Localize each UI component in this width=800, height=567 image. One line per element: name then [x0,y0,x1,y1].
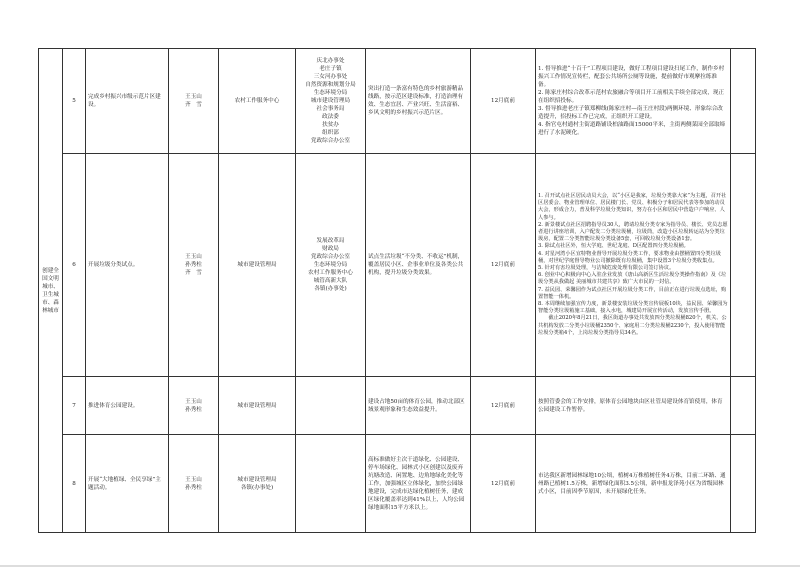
task-cell: 开展“大地植绿、全民享绿”主题活动。 [86,435,169,533]
table-row [39,377,756,435]
row-number: 7 [63,377,86,435]
leaders-cell: 王玉山 齐 雪 [169,49,219,154]
progress-cell: 1. 召开试点社区居民动员大会，以“小区是我家，垃圾分类靠大家”为主题，召开社区居委会、物业管理单位、居民楼门长、党员、积极分子和居民代表等参加的动员大会，形成合力，普及科学垃圾分类知识，努力在小区和居民中营造户户响应、人人参与。 2. 新景楼试点社区招聘指导员30人，聘请垃圾分类专家为指导员、楼长、党员志愿者进行讲座培训，入户配发二分类垃圾桶，垃圾筒，改造小区垃圾转运站为分类垃圾房，配置二分类智能垃圾分类设备5套，可回收垃圾分类设备1套。 3. 除试点社区外，恒大学庭、世纪龙庭、D区配置四分类垃圾桶。 4. 对星河湾小区宜特物业督导开展垃圾分类工作，要求物业由摆桶置四分类垃圾桶，对世纪学庭督导物业公司撤除既有垃圾桶，集中设置3个垃圾分类收集点。 5. 针对有害垃圾处理，与洁城危废处理有限公司签订协议。 6. 创业中心积极向中心入驻企业发放《唐山高新区生活垃圾分类操作指南》及《垃圾分类从我做起 美丽城市共建共享》致广大市民的一封信。 7. 益民园、荣馨园作为试点社区开展垃圾分类工作，目前正在进行垃圾点选址，购置智能一体机。 8. 本周继续加强宣传力度，新景楼安装垃圾分类宣传展板10块，益民园、荣馨园为智能分类垃圾箱施工基础，接入水电，城建局开展宣传活动，发放宣传手册。 截止2020年8月21日，我区街道办事处共发放四分类垃圾桶820个，机关、公共机构发放二分类小垃圾桶2350个、家庭用二分类垃圾桶2230个，投入使用智能垃圾分类箱4个，上岗垃圾分类指导员34名。 [536,154,731,377]
remarks-cell [731,154,756,377]
responsible-units-cell: 庆北办事处 老庄子镇 三女河办事处 自然资源和规划分局 生态环境分局 城市建设管理局 社会事务局 政法委 扶贫办 组织部 党政综合办公室 [296,49,366,154]
lead-unit-cell: 农村工作服务中心 [219,49,296,154]
lead-unit-cell: 城市建设管理局 [219,154,296,377]
task-cell: 推进体育公园建设。 [86,377,169,435]
remarks-cell [731,49,756,154]
table-row [39,435,756,533]
progress-cell: 按照管委会的工作安排，原体育公园地块由区社管局建设体育馆使用，体育公园建设工作暂停。 [536,377,731,435]
progress-cell: 市达我区新增园林绿地10公顷，植树4万株植树任务4万株，目前二环路、通州路已植树1.5万株，新增绿化面积3.5公顷，新申报龙泽苑小区为省级园林式小区，目前因季节原因，未开展绿化任务。 [536,435,731,533]
task-cell: 完成乡村振兴市级示范片区建设。 [86,49,169,154]
goal-cell: 突出打造一条富有特色的乡村旅游精品线路，按示范区建设标准，打造治理有效、生态宜居、产业兴旺、生活富裕、乡风文明的乡村振兴示范片区。 [366,49,471,154]
leaders-cell: 王玉山 孙秀柱 [169,377,219,435]
table-row [39,49,756,154]
goal-cell: 建设占地50亩的体育公园，推动北部区域景观形象和生态效益提升。 [366,377,471,435]
task-table [38,48,756,533]
category-cell: 创建全国文明城市、卫生城市、森林城市 [39,49,63,533]
goal-cell: 高标准做好主次干道绿化、公园建设、停车场绿化、园林式小区创建以及废弃坑塘改造、闲置地、边角地绿化美化等工作，加强城区立体绿化，加快公园绿地建设，完成市达绿化植树任务，建成区绿化覆盖率达到41%以上，人均公园绿地面积15平方米以上。 [366,435,471,533]
task-cell: 开展垃圾分类试点。 [86,154,169,377]
row-number: 6 [63,154,86,377]
table-row [39,154,756,377]
leaders-cell: 王玉山 孙秀柱 齐 雪 [169,154,219,377]
lead-unit-cell: 城市建设管理局 [219,377,296,435]
progress-cell: 1. 督导推进“十百千”工程项目建设，做好工程项目建设扫尾工作，制作乡村振兴工作情况宣传栏，配套公共场所公厕等设施，提前做好市观摩拉练准备。 2. 陈家庄村综合改革示范村农旅融合等项目开工前相关手续全部完成，现正在组织招投标。 3. 督导推进老庄子镇郑柳线(陈家庄村—南王庄村段)两侧环境、形象综合改造提升，招投标工作已完成，正组织开工建设。 4. 指官屯村通村主街道路铺设柏油路面15000平米，主街两侧菜园全部取缔进行了水泥硬化。 [536,49,731,154]
deadline-cell: 12月底前 [471,377,536,435]
deadline-cell: 12月底前 [471,49,536,154]
remarks-cell [731,377,756,435]
deadline-cell: 12月底前 [471,154,536,377]
leaders-cell: 王玉山 孙秀柱 [169,435,219,533]
lead-unit-cell: 城市建设管理局 各镇(办事处) [219,435,296,533]
responsible-units-cell [296,377,366,435]
deadline-cell: 12月底前 [471,435,536,533]
goal-cell: 试点生活垃圾“不分类、不收运”机制，覆盖居民小区、企事业单位及各类公共机构，提升垃圾分类效果。 [366,154,471,377]
responsible-units-cell [296,435,366,533]
responsible-units-cell: 发展改革局 财政局 党政综合办公室 生态环境分局 农村工作服务中心 城管高新大队 各镇(办事处) [296,154,366,377]
row-number: 8 [63,435,86,533]
row-number: 5 [63,49,86,154]
task-table-sheet [38,48,756,533]
remarks-cell [731,435,756,533]
